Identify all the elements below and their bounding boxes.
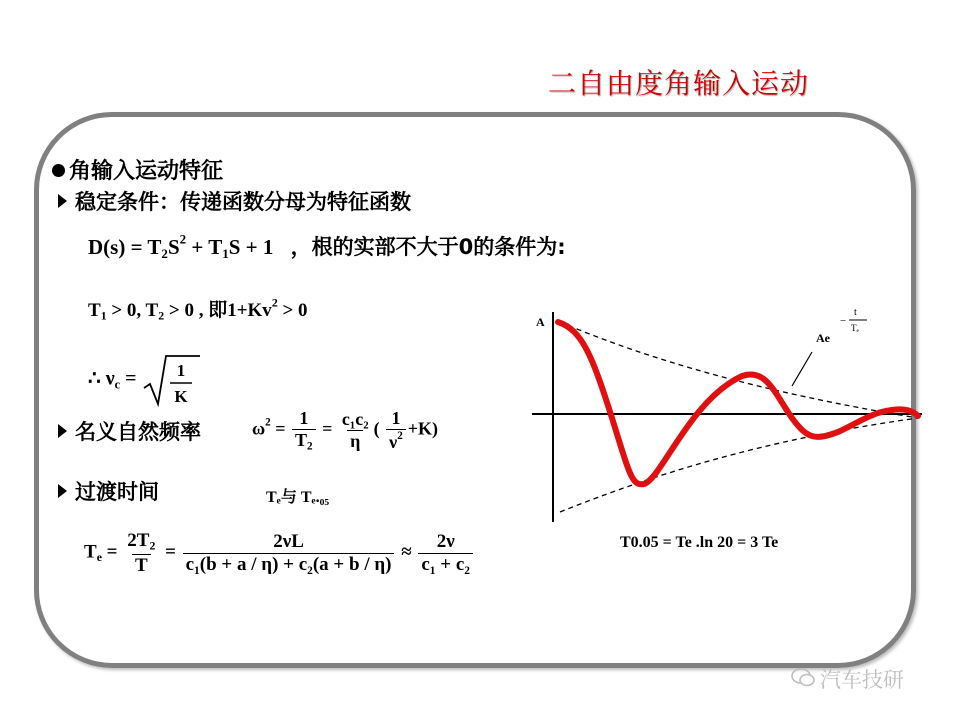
watermark-text: 汽车技研 (820, 668, 904, 692)
envelope-exp-num: t (854, 307, 857, 318)
envelope-pointer (792, 352, 812, 386)
bullet-dot-icon (52, 164, 65, 177)
upper-envelope (560, 322, 918, 418)
critical-velocity-formula: ∴ $\nu_c$ = 1 K (88, 350, 202, 410)
envelope-exp-minus: − (840, 315, 847, 327)
section-heading: 角输入运动特征 (52, 154, 223, 185)
triangle-bullet-icon (58, 194, 67, 208)
natural-frequency-formula: $\omega^2$ = $\frac{1}{T_2}$ = $\frac{\text{c₁c₂}}{\eta}$ ( $\frac{1}{\nu^2}$ +K) (252, 408, 439, 453)
t005-formula: T0.05 = Te .ln 20 = 3 Te (620, 534, 779, 551)
response-curve (558, 322, 918, 484)
stability-condition: $T_1 > 0$, $T_2 > 0$ , 即$1+Kv^2 > 0$ (88, 296, 308, 323)
axis-a-label: A (536, 315, 545, 329)
te-and-te05: Tₑ与 Tₑ.₀₅ (266, 489, 330, 506)
transition-time-formula: $T_e$ = $\frac{2T_2}{T}$ = $\frac{2\nu L}{\text{c₁(b + a / η) + c₂(a + b / η)}}$ ≈ $\frac{2\nu}{\text{c₁ + c₂}}$ (84, 530, 475, 577)
svg-text:1: 1 (176, 361, 185, 380)
svg-text:K: K (173, 387, 188, 406)
sqrt-fraction (142, 350, 202, 410)
envelope-exp-den: Tₑ (851, 323, 859, 333)
triangle-bullet-icon (58, 424, 67, 438)
characteristic-equation: $D(s) = T_2S^2 + T_1S + 1$ ，根的实部不大于0的条件为: (88, 231, 566, 261)
transition-time-label: 过渡时间 (58, 476, 159, 506)
slide-title: 二自由度角输入运动 (548, 67, 810, 100)
envelope-label: Ae (816, 331, 830, 345)
natural-frequency-label: 名义自然频率 (58, 416, 201, 446)
damped-oscillation-graph (520, 300, 930, 530)
wechat-icon (790, 666, 816, 688)
stability-label: 稳定条件：传递函数分母为特征函数 (58, 186, 411, 216)
triangle-bullet-icon (58, 484, 67, 498)
